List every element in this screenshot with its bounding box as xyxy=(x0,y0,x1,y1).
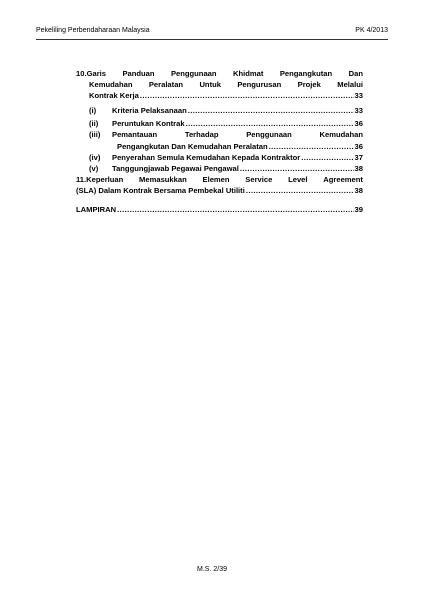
toc-number: 11. xyxy=(76,175,87,184)
dot-leader xyxy=(240,163,354,174)
toc-subentry-iii-line1 xyxy=(112,129,363,140)
dot-leader xyxy=(188,105,354,116)
dot-leader xyxy=(301,152,353,163)
dot-leader xyxy=(117,204,353,215)
toc-word: Memasukkan xyxy=(139,175,187,184)
toc-number: 10. xyxy=(76,69,87,78)
toc-page-number: 38 xyxy=(354,164,363,173)
toc-page-number: 38 xyxy=(354,186,363,195)
toc-entry-text: Tanggungjawab Pegawai Pengawal xyxy=(112,164,239,173)
toc-word: Pengurusan xyxy=(237,80,282,89)
toc-word: Kemudahan xyxy=(89,80,133,89)
toc-word: Dan xyxy=(348,69,363,78)
toc-subentry-number: (iv) xyxy=(89,153,101,162)
toc-entry-text: Pengangkutan Dan Kemudahan Peralatan xyxy=(117,142,268,151)
toc-entry-text: LAMPIRAN xyxy=(76,205,117,214)
toc-word: Khidmat xyxy=(233,69,264,78)
toc-entry-11-line2 xyxy=(76,185,363,196)
toc-subentry-number: (iii) xyxy=(89,130,101,139)
dot-leader xyxy=(140,90,354,101)
dot-leader xyxy=(246,185,354,196)
toc-word: Untuk xyxy=(199,80,221,89)
header-title: Pekeliling Perbendaharaan Malaysia xyxy=(36,27,150,34)
toc-subentry-i xyxy=(89,105,363,116)
dot-leader xyxy=(269,141,354,152)
toc-page-number: 36 xyxy=(354,119,363,128)
toc-subentry-v xyxy=(89,163,363,174)
toc-subentry-number: (i) xyxy=(89,106,97,115)
toc-word: Service xyxy=(245,175,273,184)
toc-word: Pemantauan xyxy=(112,130,158,139)
toc-entry-text: Kriteria Pelaksanaan xyxy=(112,106,187,115)
toc-entry-11-line1 xyxy=(76,174,363,185)
toc-page-number: 33 xyxy=(354,106,363,115)
toc-word: Panduan xyxy=(122,69,155,78)
page-header xyxy=(36,27,388,39)
toc-subentry-iii-line2 xyxy=(117,141,363,152)
toc-word: Pengangkutan xyxy=(279,69,333,78)
toc-entry-10-line1 xyxy=(76,68,363,79)
toc-word: Garis xyxy=(86,69,106,78)
toc-subentry-number: (ii) xyxy=(89,119,99,128)
toc-word: Peralatan xyxy=(148,80,184,89)
header-rule xyxy=(36,39,388,40)
toc-entry-text: Peruntukan Kontrak xyxy=(112,119,185,128)
toc-entry-text: Kontrak Kerja xyxy=(89,91,139,100)
toc-entry-10-line3 xyxy=(89,90,363,101)
toc-word: Projek xyxy=(297,80,321,89)
toc-entry-lampiran xyxy=(76,204,363,215)
toc-entry-text: Penyerahan Semula Kemudahan Kepada Kontraktor xyxy=(112,153,301,162)
toc-subentry-ii xyxy=(89,118,363,129)
toc-word: Keperluan xyxy=(86,175,124,184)
toc-entry-10-line2 xyxy=(89,79,363,90)
toc-subentry-number: (v) xyxy=(89,164,99,173)
toc-word: Agreement xyxy=(323,175,363,184)
dot-leader xyxy=(186,118,354,129)
header-reference: PK 4/2013 xyxy=(355,27,388,34)
toc-word: Penggunaan xyxy=(170,69,217,78)
toc-page-number: 37 xyxy=(354,153,363,162)
toc-word: Level xyxy=(288,175,308,184)
toc-word: Elemen xyxy=(202,175,230,184)
toc-page-number: 39 xyxy=(354,205,363,214)
toc-word: Penggunaan xyxy=(246,130,292,139)
toc-subentry-iv xyxy=(89,152,363,163)
page-number-footer: M.S. 2/39 xyxy=(197,566,227,573)
toc-page-number: 36 xyxy=(354,142,363,151)
toc-word: Melalui xyxy=(337,80,363,89)
toc-page-number: 33 xyxy=(354,91,363,100)
toc-word: Kemudahan xyxy=(319,130,363,139)
toc-entry-text: (SLA) Dalam Kontrak Bersama Pembekal Utiliti xyxy=(76,186,245,195)
toc-word: Terhadap xyxy=(184,130,219,139)
